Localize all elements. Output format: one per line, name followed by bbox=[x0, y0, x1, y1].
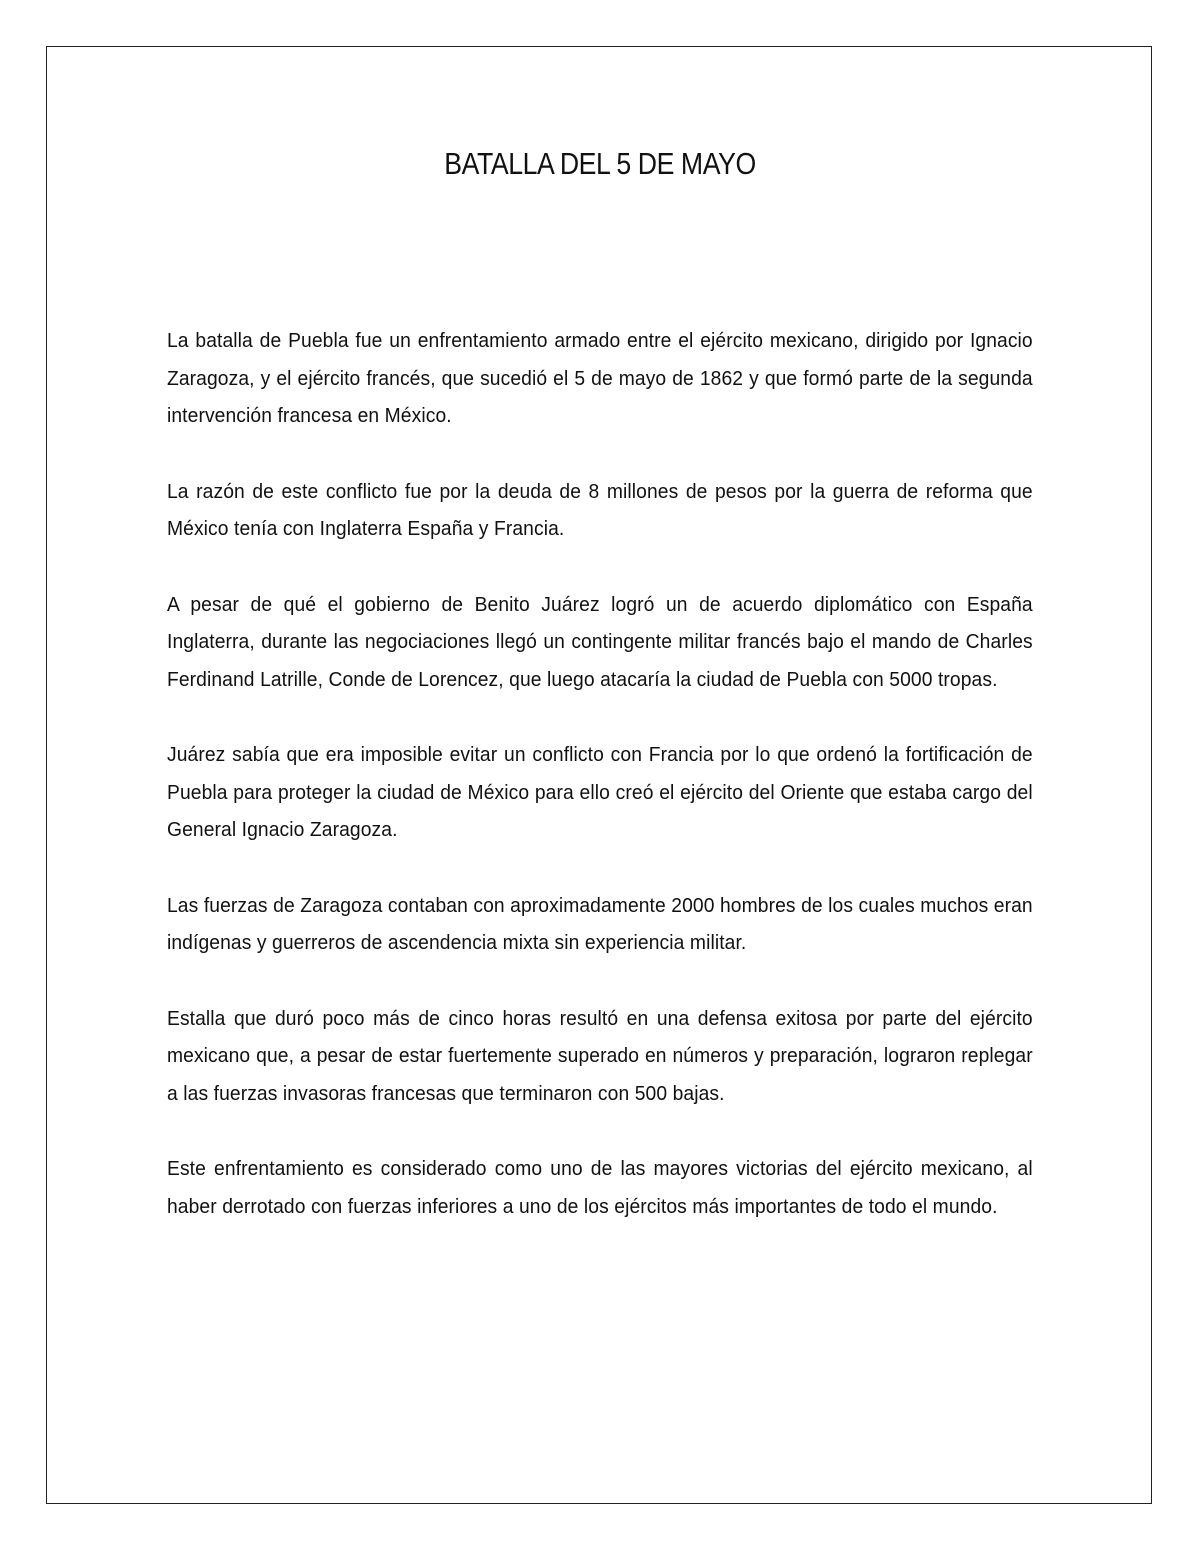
document-body bbox=[167, 322, 1033, 1263]
paragraph: Las fuerzas de Zaragoza contaban con aproximadamente 2000 hombres de los cuales muchos eran indígenas y guerreros de ascendencia mixta sin experiencia militar. bbox=[167, 893, 1033, 954]
document-title: BATALLA DEL 5 DE MAYO bbox=[444, 146, 756, 181]
paragraph: Estalla que duró poco más de cinco horas resultó en una defensa exitosa por parte del ejército mexicano que, a pesar de estar fuertemente superado en números y preparación, lograron replegar a las fuerzas invasoras francesas que terminaron con 500 bajas. bbox=[167, 1006, 1033, 1105]
paragraph: A pesar de qué el gobierno de Benito Juárez logró un de acuerdo diplomático con España Inglaterra, durante las negociaciones llegó un contingente militar francés bajo el mando de Charles Ferdinand Latrille, Conde de Lorencez, que luego atacaría la ciudad de Puebla con 5000 tropas. bbox=[167, 592, 1033, 691]
paragraph: La batalla de Puebla fue un enfrentamiento armado entre el ejército mexicano, dirigido por Ignacio Zaragoza, y el ejército francés, que sucedió el 5 de mayo de 1862 y que formó parte de la segunda intervención francesa en México. bbox=[167, 329, 1033, 427]
paragraph: Este enfrentamiento es considerado como uno de las mayores victorias del ejército mexicano, al haber derrotado con fuerzas inferiores a uno de los ejércitos más importantes de todo el mundo. bbox=[167, 1157, 1033, 1218]
paragraph: La razón de este conflicto fue por la deuda de 8 millones de pesos por la guerra de reforma que México tenía con Inglaterra España y Francia. bbox=[167, 479, 1033, 540]
paragraph: Juárez sabía que era imposible evitar un conflicto con Francia por lo que ordenó la fortificación de Puebla para proteger la ciudad de México para ello creó el ejército del Oriente que estaba cargo del General Ignacio Zaragoza. bbox=[167, 743, 1033, 841]
